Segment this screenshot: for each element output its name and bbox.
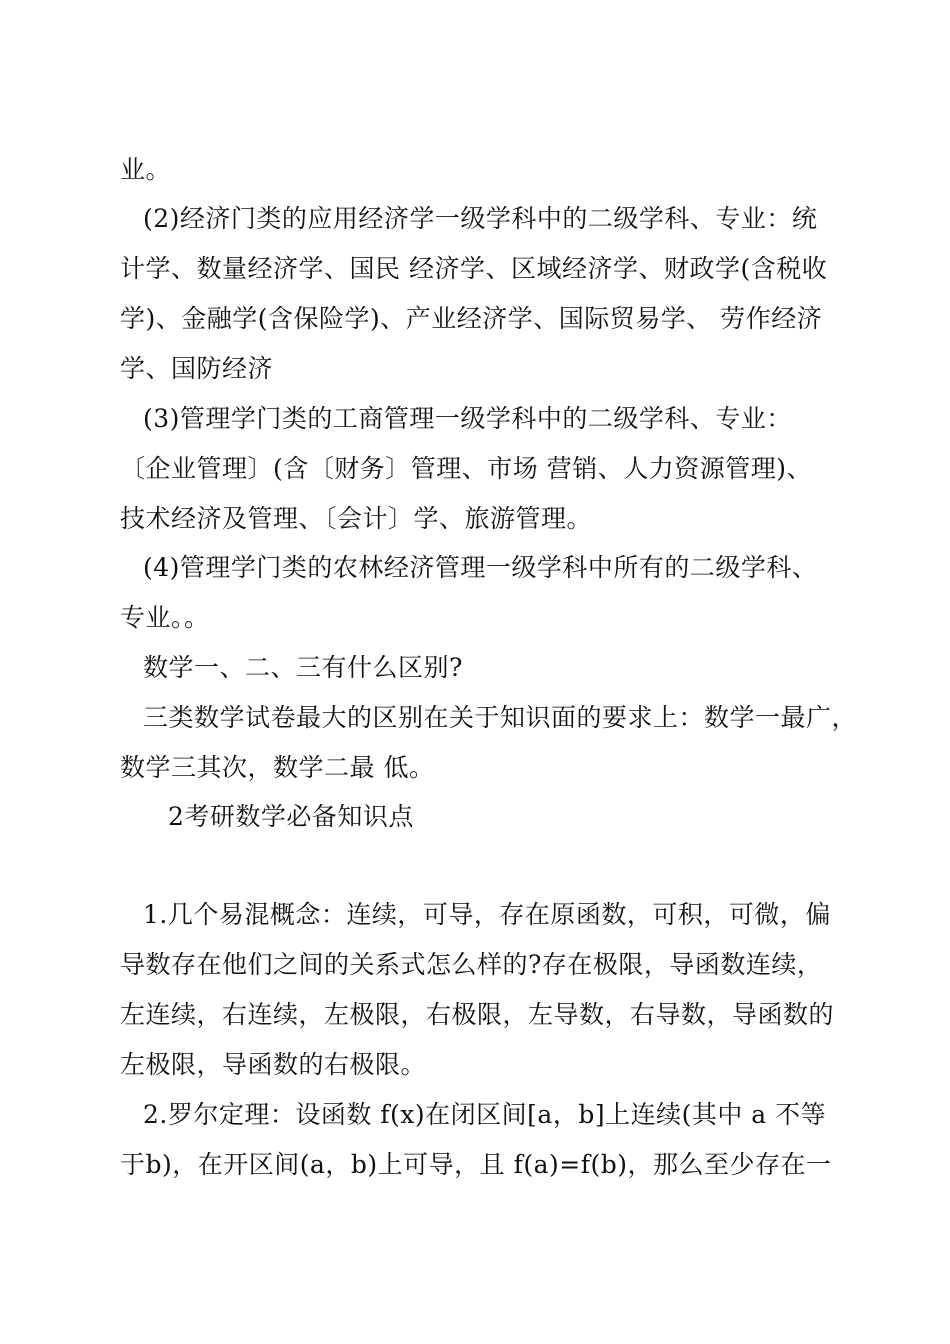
text-line: 学、国防经济: [120, 354, 274, 383]
text-line: 数学三其次，数学二最 低。: [120, 753, 435, 782]
text-line: (2)经济门类的应用经济学一级学科中的二级学科、专业：统: [143, 204, 818, 233]
text-line: (3)管理学门类的工商管理一级学科中的二级学科、专业：: [143, 404, 792, 433]
text-line: 计学、数量经济学、国民 经济学、区域经济学、财政学(含税收: [120, 254, 828, 283]
section-heading: 2考研数学必备知识点: [168, 802, 414, 831]
text-line: 专业。。: [120, 603, 210, 632]
text-line: 2.罗尔定理：设函数 f(x)在闭区间[a，b]上连续(其中 a 不等: [143, 1100, 827, 1129]
text-line: 三类数学试卷最大的区别在关于知识面的要求上：数学一最广，: [143, 703, 858, 732]
text-line: 业。: [120, 155, 172, 184]
text-line: 导数存在他们之间的关系式怎么样的?存在极限，导函数连续，: [120, 950, 823, 979]
text-line: 于b)，在开区间(a，b)上可导，且 f(a)=f(b)，那么至少存在一: [120, 1150, 832, 1179]
text-line: 左极限，导函数的右极限。: [120, 1050, 427, 1079]
text-line: 学)、金融学(含保险学)、产业经济学、国际贸易学、 劳作经济: [120, 304, 823, 333]
text-line: 技术经济及管理、〔会计〕学、旅游管理。: [120, 504, 593, 533]
text-line: 1.几个易混概念：连续，可导，存在原函数，可积，可微，偏: [143, 900, 831, 929]
text-line: 左连续，右连续，左极限，右极限，左导数，右导数，导函数的: [120, 1000, 835, 1029]
text-line: 〔企业管理〕(含〔财务〕管理、市场 营销、人力资源管理)、: [120, 454, 812, 483]
text-line: (4)管理学门类的农林经济管理一级学科中所有的二级学科、: [143, 553, 818, 582]
section-heading: 数学一、二、三有什么区别?: [143, 653, 463, 682]
